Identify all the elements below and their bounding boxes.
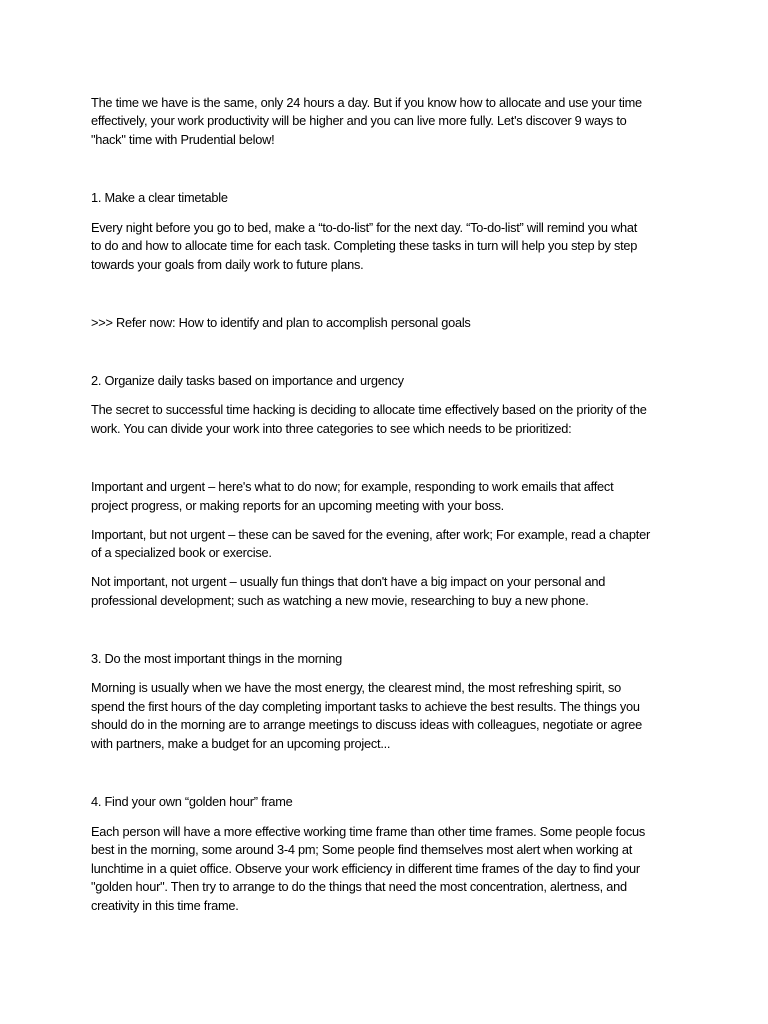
section-2-body-line: work. You can divide your work into three categories to see which needs to be prioritized: [91, 421, 572, 436]
section-4-body-line: lunchtime in a quiet office. Observe your work efficiency in different time frames of the day to find your [91, 861, 640, 876]
category-important-urgent: project progress, or making reports for an upcoming meeting with your boss. [91, 498, 504, 513]
section-2-heading: 2. Organize daily tasks based on importance and urgency [91, 373, 404, 388]
category-not-important: Not important, not urgent – usually fun things that don't have a big impact on your personal and [91, 574, 606, 589]
section-1-body-line: to do and how to allocate time for each task. Completing these tasks in turn will help you step by step [91, 238, 638, 253]
intro-line: effectively, your work productivity will be higher and you can live more fully. Let's discover 9 ways to [91, 113, 627, 128]
section-1-body-line: Every night before you go to bed, make a “to-do-list” for the next day. “To-do-list” will remind you what [91, 220, 638, 235]
section-4-body-line: best in the morning, some around 3-4 pm; Some people find themselves most alert when working at [91, 842, 633, 857]
section-4-body-line: "golden hour". Then try to arrange to do the things that need the most concentration, alertness, and [91, 879, 627, 894]
category-important-not-urgent: of a specialized book or exercise. [91, 545, 272, 560]
section-1-body-line: towards your goals from daily work to future plans. [91, 257, 364, 272]
section-3-body-line: spend the first hours of the day completing important tasks to achieve the best results. The things you [91, 699, 640, 714]
category-important-urgent: Important and urgent – here's what to do now; for example, responding to work emails that affect [91, 479, 614, 494]
section-3-body-line: should do in the morning are to arrange meetings to discuss ideas with colleagues, negotiate or agree [91, 717, 642, 732]
category-important-not-urgent: Important, but not urgent – these can be saved for the evening, after work; For example, read a chapter [91, 527, 650, 542]
section-3-heading: 3. Do the most important things in the morning [91, 651, 342, 666]
refer-link[interactable]: >>> Refer now: How to identify and plan to accomplish personal goals [91, 315, 471, 330]
section-2-body-line: The secret to successful time hacking is deciding to allocate time effectively based on the priority of the [91, 402, 647, 417]
intro-line: The time we have is the same, only 24 hours a day. But if you know how to allocate and use your time [91, 95, 642, 110]
section-1-heading: 1. Make a clear timetable [91, 190, 228, 205]
section-4-body-line: creativity in this time frame. [91, 898, 239, 913]
section-4-heading: 4. Find your own “golden hour” frame [91, 794, 293, 809]
category-not-important: professional development; such as watching a new movie, researching to buy a new phone. [91, 593, 589, 608]
section-4-body-line: Each person will have a more effective working time frame than other time frames. Some people focus [91, 824, 645, 839]
section-3-body-line: with partners, make a budget for an upcoming project... [91, 736, 391, 751]
section-3-body-line: Morning is usually when we have the most energy, the clearest mind, the most refreshing spirit, so [91, 680, 622, 695]
intro-line: "hack" time with Prudential below! [91, 132, 275, 147]
